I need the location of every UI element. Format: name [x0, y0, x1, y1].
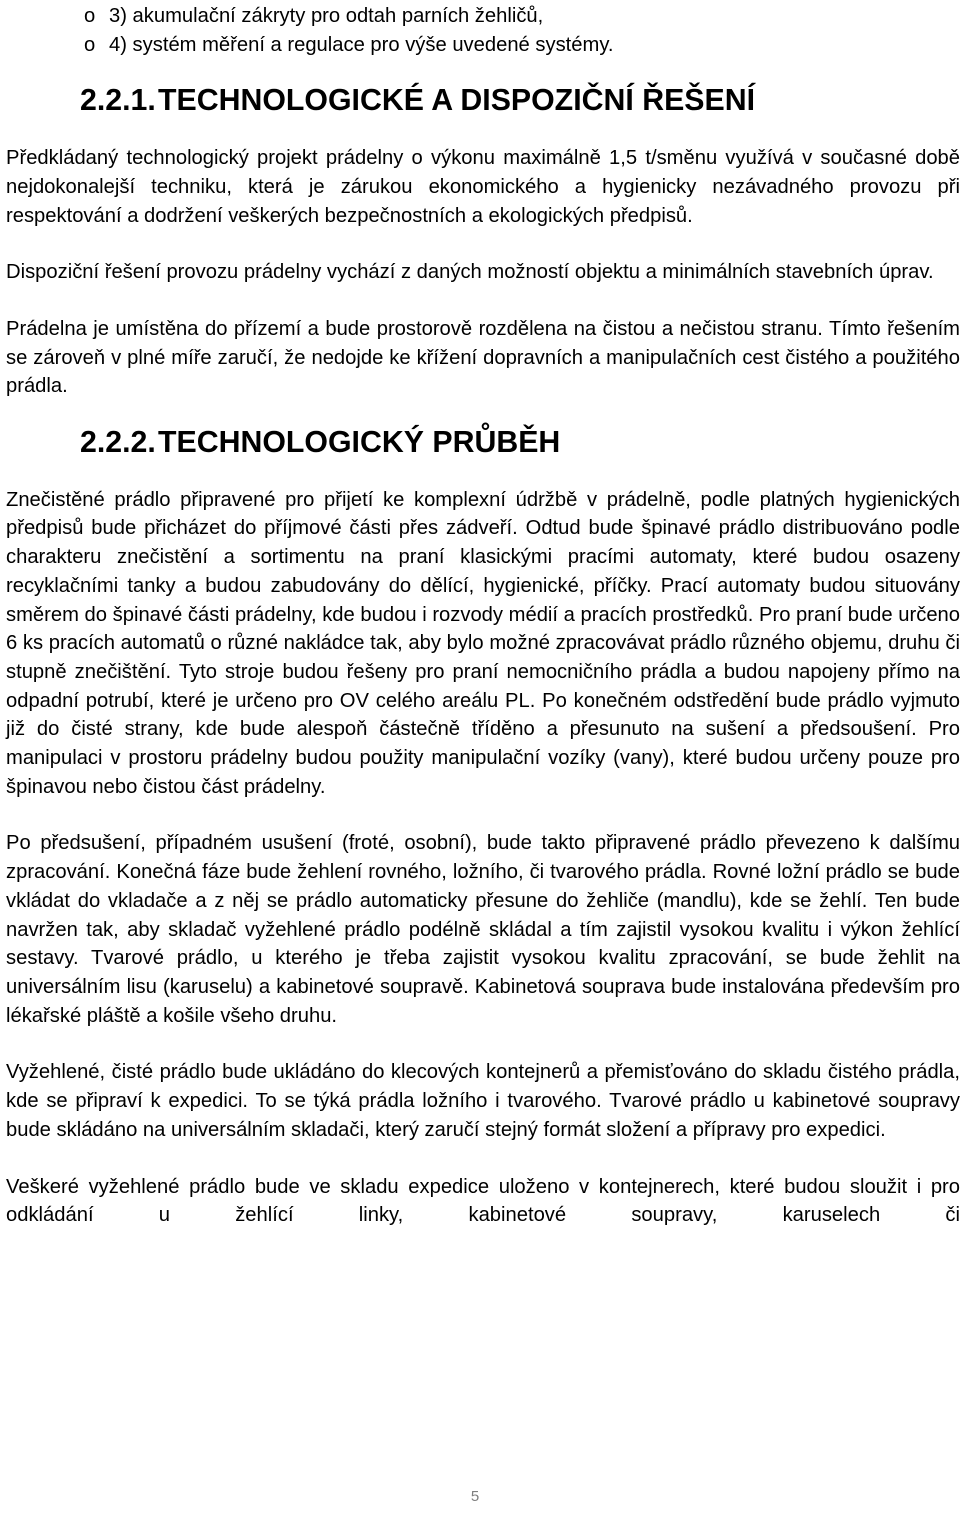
list-item [6, 2, 960, 31]
paragraph: Veškeré vyžehlené prádlo bude ve skladu expedice uloženo v kontejnerech, které budou sloužit i pro odkládání u žehlící linky, kabinetové soupravy, karuselech či [6, 1175, 960, 1227]
list-item [6, 31, 960, 60]
bullet-marker: o [84, 33, 96, 56]
paragraph: Vyžehlené, čisté prádlo bude ukládáno do klecových kontejnerů a přemisťováno do skladu čistého prádla, kde se připraví k expedici. To se týká prádla ložního i tvarového. Tvarové prádlo u kabinetové soupravy bude skládáno na universálním skladači, který zaručí stejný formát složení a přípravy pro expedici. [6, 1061, 960, 1141]
section-number: 2.2.1. [80, 84, 156, 118]
bullet-list [6, 2, 960, 59]
paragraph: Po předsušení, případném usušení (froté, osobní), bude takto připravené prádlo převezeno k dalšímu zpracování. Konečná fáze bude žehlení rovného, ložního, či tvarového prádla. Rovné ložní prádlo se bude vkládat do vkladače a z něj se prádlo automaticky přesune do žehliče (mandlu), kde se žehlí. Ten bude navržen tak, aby skladač vyžehlené prádlo podélně skládal a tím zajistil vysokou kvalitu i výkon žehlící sestavy. Tvarové prádlo, u kterého je třeba zajistit vysokou kvalitu zpracování, se bude žehlit na universálním lisu (karuselu) a kabinetové soupravě. Kabinetová souprava bude instalována především pro lékařské pláště a košile všeho druhu. [6, 832, 960, 1027]
list-item-text: 3) akumulační zákryty pro odtah parních žehličů, [109, 5, 544, 27]
paragraph: Znečistěné prádlo připravené pro přijetí ke komplexní údržbě v prádelně, podle platných hygienických předpisů bude přicházet do příjmové části přes zádveří. Odtud bude špinavé prádlo distribuováno podle charakteru znečistění a sortimentu na praní klasickými pracími automaty, které budou osazeny recyklačními tanky a budou zabudovány do dělící, hygienické, příčky. Prací automaty budou situovány směrem do špinavé části prádelny, kde budou i rozvody médií a pracích prostředků. Pro praní bude určeno 6 ks pracích automatů o různé nakládce tak, aby bylo možné zpracovávat prádlo různého objemu, druhu či stupně znečištění. Tyto stroje budou řešeny pro praní nemocničního prádla a budou napojeny přímo na odpadní potrubí, které je určeno pro OV celého areálu PL. Po konečném odstředění bude prádlo vyjmuto již do čisté strany, kde bude alespoň částečně tříděno a přesunuto na sušení a předsoušení. Pro manipulaci v prostoru prádelny budou použity manipulační vozíky (vany), které budou určeny pouze pro špinavou nebo čistou část prádelny. [6, 488, 960, 798]
paragraph: Prádelna je umístěna do přízemí a bude prostorově rozdělena na čistou a nečistou stranu. Tímto řešením se zároveň v plné míře zaručí, že nedojde ke křížení dopravních a manipulačních cest čistého a použitého prádla. [6, 317, 960, 398]
list-item-text: 4) systém měření a regulace pro výše uvedené systémy. [109, 33, 614, 56]
section-title: TECHNOLOGICKÉ A DISPOZIČNÍ ŘEŠENÍ [158, 84, 756, 118]
page-number: 5 [470, 1488, 480, 1505]
document-body [6, 2, 960, 1230]
section-heading-technological-process [6, 426, 960, 460]
bullet-marker: o [84, 5, 96, 27]
section-number: 2.2.2. [80, 426, 156, 460]
paragraph: Předkládaný technologický projekt prádelny o výkonu maximálně 1,5 t/směnu využívá v současné době nejdokonalejší techniku, která je zárukou ekonomického a hygienicky nezávadného provozu při respektování a dodržení veškerých bezpečnostních a ekologických předpisů. [6, 147, 960, 227]
section-heading-technological-solution [6, 84, 960, 118]
paragraph: Dispoziční řešení provozu prádelny vychází z daných možností objektu a minimálních stavebních úprav. [6, 261, 934, 284]
section-title: TECHNOLOGICKÝ PRŮBĚH [158, 426, 561, 460]
